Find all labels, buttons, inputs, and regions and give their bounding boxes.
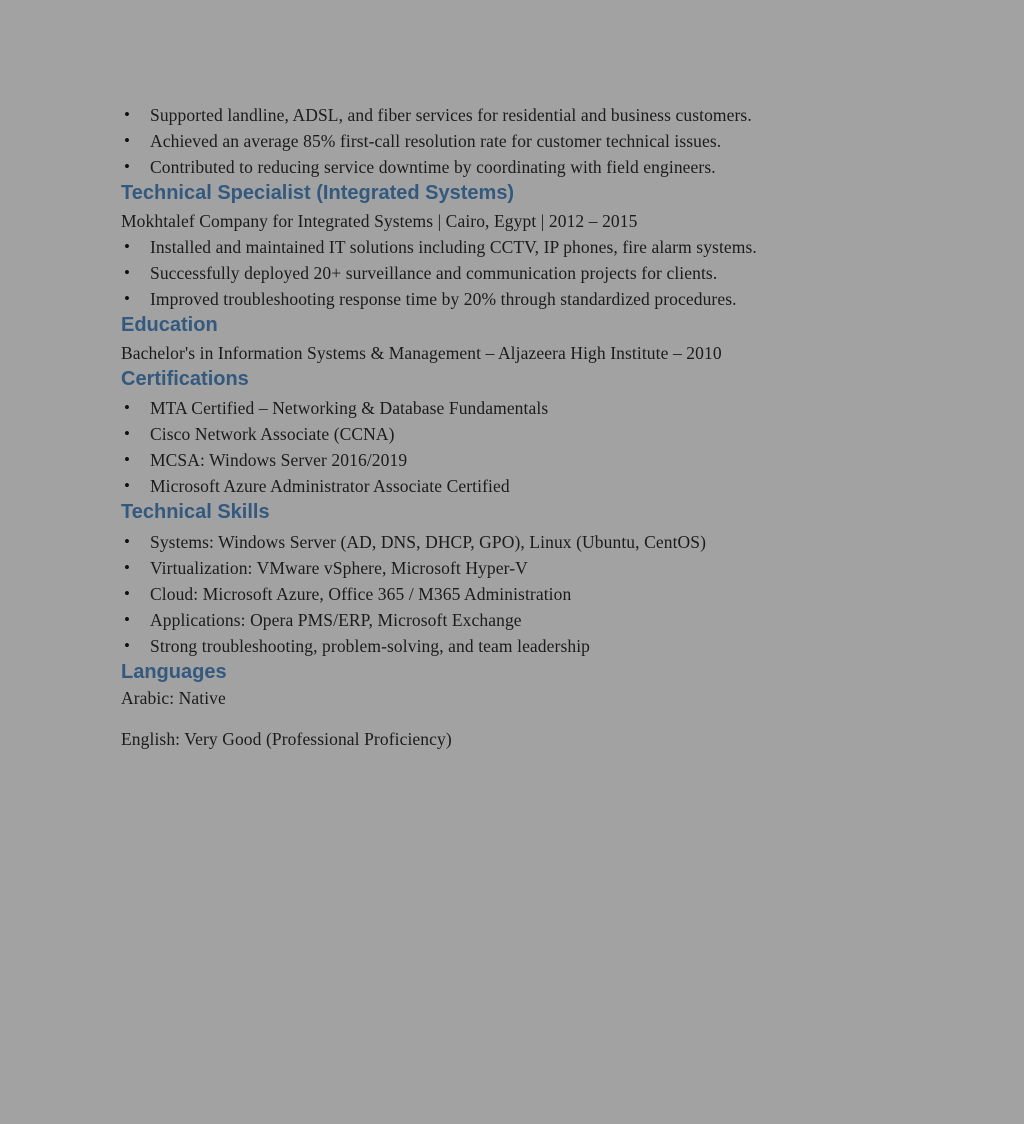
bullet-item: • Achieved an average 85% first-call resolution rate for customer technical issues.	[121, 128, 904, 154]
education-heading: Education	[121, 314, 218, 336]
language-line-arabic: Arabic: Native	[121, 688, 226, 708]
job-bullet-list	[121, 234, 904, 312]
bullet-item: • Supported landline, ADSL, and fiber services for residential and business customers.	[121, 102, 904, 128]
bullet-item: • Virtualization: VMware vSphere, Microsoft Hyper-V	[121, 555, 904, 581]
bullet-item: • Cisco Network Associate (CCNA)	[121, 421, 904, 447]
job-title-heading: Technical Specialist (Integrated Systems)	[121, 182, 515, 204]
job-meta: Mokhtalef Company for Integrated Systems | Cairo, Egypt | 2012 – 2015	[121, 211, 638, 231]
bullet-item: • Microsoft Azure Administrator Associate Certified	[121, 473, 904, 499]
technical-skills-bullet-list	[121, 529, 904, 659]
language-line-english: English: Very Good (Professional Proficiency)	[121, 729, 452, 749]
certifications-bullet-list	[121, 395, 904, 499]
bullet-item: • Cloud: Microsoft Azure, Office 365 / M365 Administration	[121, 581, 904, 607]
bullet-item: • Systems: Windows Server (AD, DNS, DHCP, GPO), Linux (Ubuntu, CentOS)	[121, 529, 904, 555]
bullet-item: • Contributed to reducing service downtime by coordinating with field engineers.	[121, 154, 904, 180]
bullet-item: • MTA Certified – Networking & Database Fundamentals	[121, 395, 904, 421]
certifications-heading: Certifications	[121, 368, 249, 390]
education-line: Bachelor's in Information Systems & Management – Aljazeera High Institute – 2010	[121, 343, 722, 363]
languages-heading: Languages	[121, 661, 227, 683]
bullet-item: • MCSA: Windows Server 2016/2019	[121, 447, 904, 473]
bullet-item: • Installed and maintained IT solutions including CCTV, IP phones, fire alarm systems.	[121, 234, 904, 260]
bullet-item: • Improved troubleshooting response time by 20% through standardized procedures.	[121, 286, 904, 312]
technical-skills-heading: Technical Skills	[121, 501, 270, 523]
bullet-item: • Strong troubleshooting, problem-solving, and team leadership	[121, 633, 904, 659]
prior-role-bullet-list	[121, 102, 904, 180]
bullet-item: • Applications: Opera PMS/ERP, Microsoft Exchange	[121, 607, 904, 633]
bullet-item: • Successfully deployed 20+ surveillance and communication projects for clients.	[121, 260, 904, 286]
